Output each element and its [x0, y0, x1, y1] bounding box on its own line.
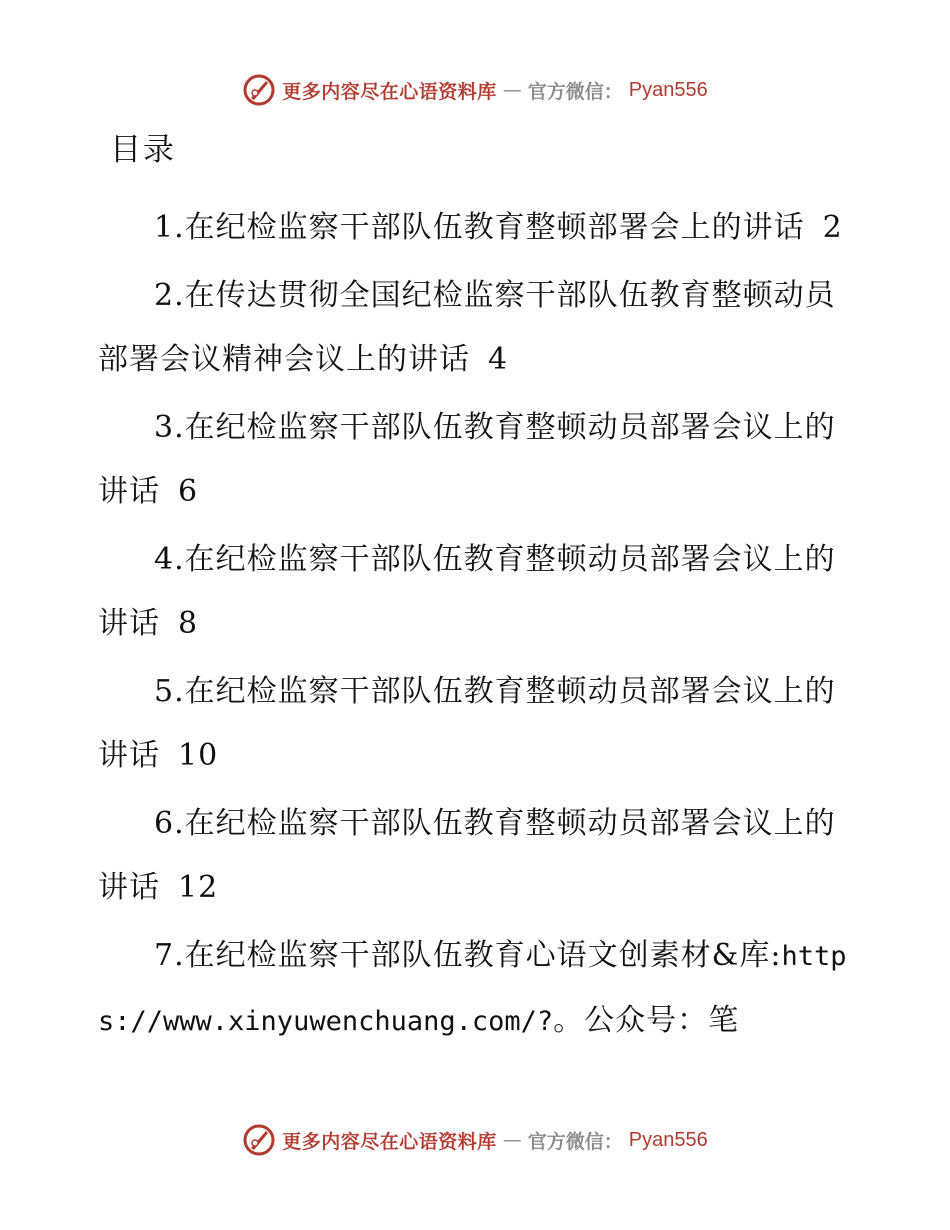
- toc-item-last[interactable]: [98, 924, 850, 1054]
- toc-text: 在纪检监察干部队伍教育心语文创素材&库:: [184, 938, 782, 973]
- toc-item[interactable]: [98, 660, 850, 788]
- toc-text: 在传达贯彻全国纪检监察干部队伍教育整顿动员部署会议精神会议上的讲话: [98, 278, 836, 377]
- header-watermark: [0, 70, 950, 110]
- table-of-contents: [98, 196, 850, 1058]
- watermark-label: 官方微信：: [527, 1130, 623, 1153]
- toc-page: 12: [178, 870, 219, 905]
- toc-page: 4: [488, 342, 509, 377]
- toc-page: 8: [178, 606, 199, 641]
- watermark-id: Pyan556: [628, 78, 708, 101]
- toc-text: 在纪检监察干部队伍教育整顿部署会上的讲话: [184, 210, 805, 245]
- footer-watermark: [0, 1120, 950, 1160]
- quill-logo-icon: [242, 1123, 276, 1157]
- toc-text: 在纪检监察干部队伍教育整顿动员部署会议上的讲话: [98, 542, 836, 641]
- toc-page: 6: [178, 474, 199, 509]
- toc-item[interactable]: [98, 196, 850, 260]
- toc-page: 10: [178, 738, 219, 773]
- toc-url-link[interactable]: https://www.xinyuwenchuang.com/?: [98, 941, 847, 1037]
- toc-text: 在纪检监察干部队伍教育整顿动员部署会议上的讲话: [98, 410, 836, 509]
- toc-text: 在纪检监察干部队伍教育整顿动员部署会议上的讲话: [98, 674, 836, 773]
- watermark-dash: —: [502, 1129, 522, 1151]
- toc-number: 7.: [154, 938, 185, 973]
- toc-number: 2.: [154, 278, 185, 313]
- toc-tail-text: 。公众号：笔: [553, 1003, 740, 1038]
- watermark-text: 更多内容尽在心语资料库: [282, 1130, 497, 1153]
- toc-number: 4.: [154, 542, 185, 577]
- page-title: 目录: [110, 132, 176, 168]
- toc-number: 5.: [154, 674, 185, 709]
- watermark-id: Pyan556: [628, 1128, 708, 1151]
- toc-number: 3.: [154, 410, 185, 445]
- toc-item[interactable]: [98, 792, 850, 920]
- toc-page: 2: [822, 210, 843, 245]
- watermark-text: 更多内容尽在心语资料库: [282, 80, 497, 103]
- toc-number: 1.: [154, 210, 185, 245]
- toc-item[interactable]: [98, 528, 850, 656]
- watermark-label: 官方微信：: [527, 80, 623, 103]
- quill-logo-icon: [242, 73, 276, 107]
- watermark-dash: —: [502, 79, 522, 101]
- toc-number: 6.: [154, 806, 185, 841]
- toc-item[interactable]: [98, 264, 850, 392]
- toc-item[interactable]: [98, 396, 850, 524]
- toc-text: 在纪检监察干部队伍教育整顿动员部署会议上的讲话: [98, 806, 836, 905]
